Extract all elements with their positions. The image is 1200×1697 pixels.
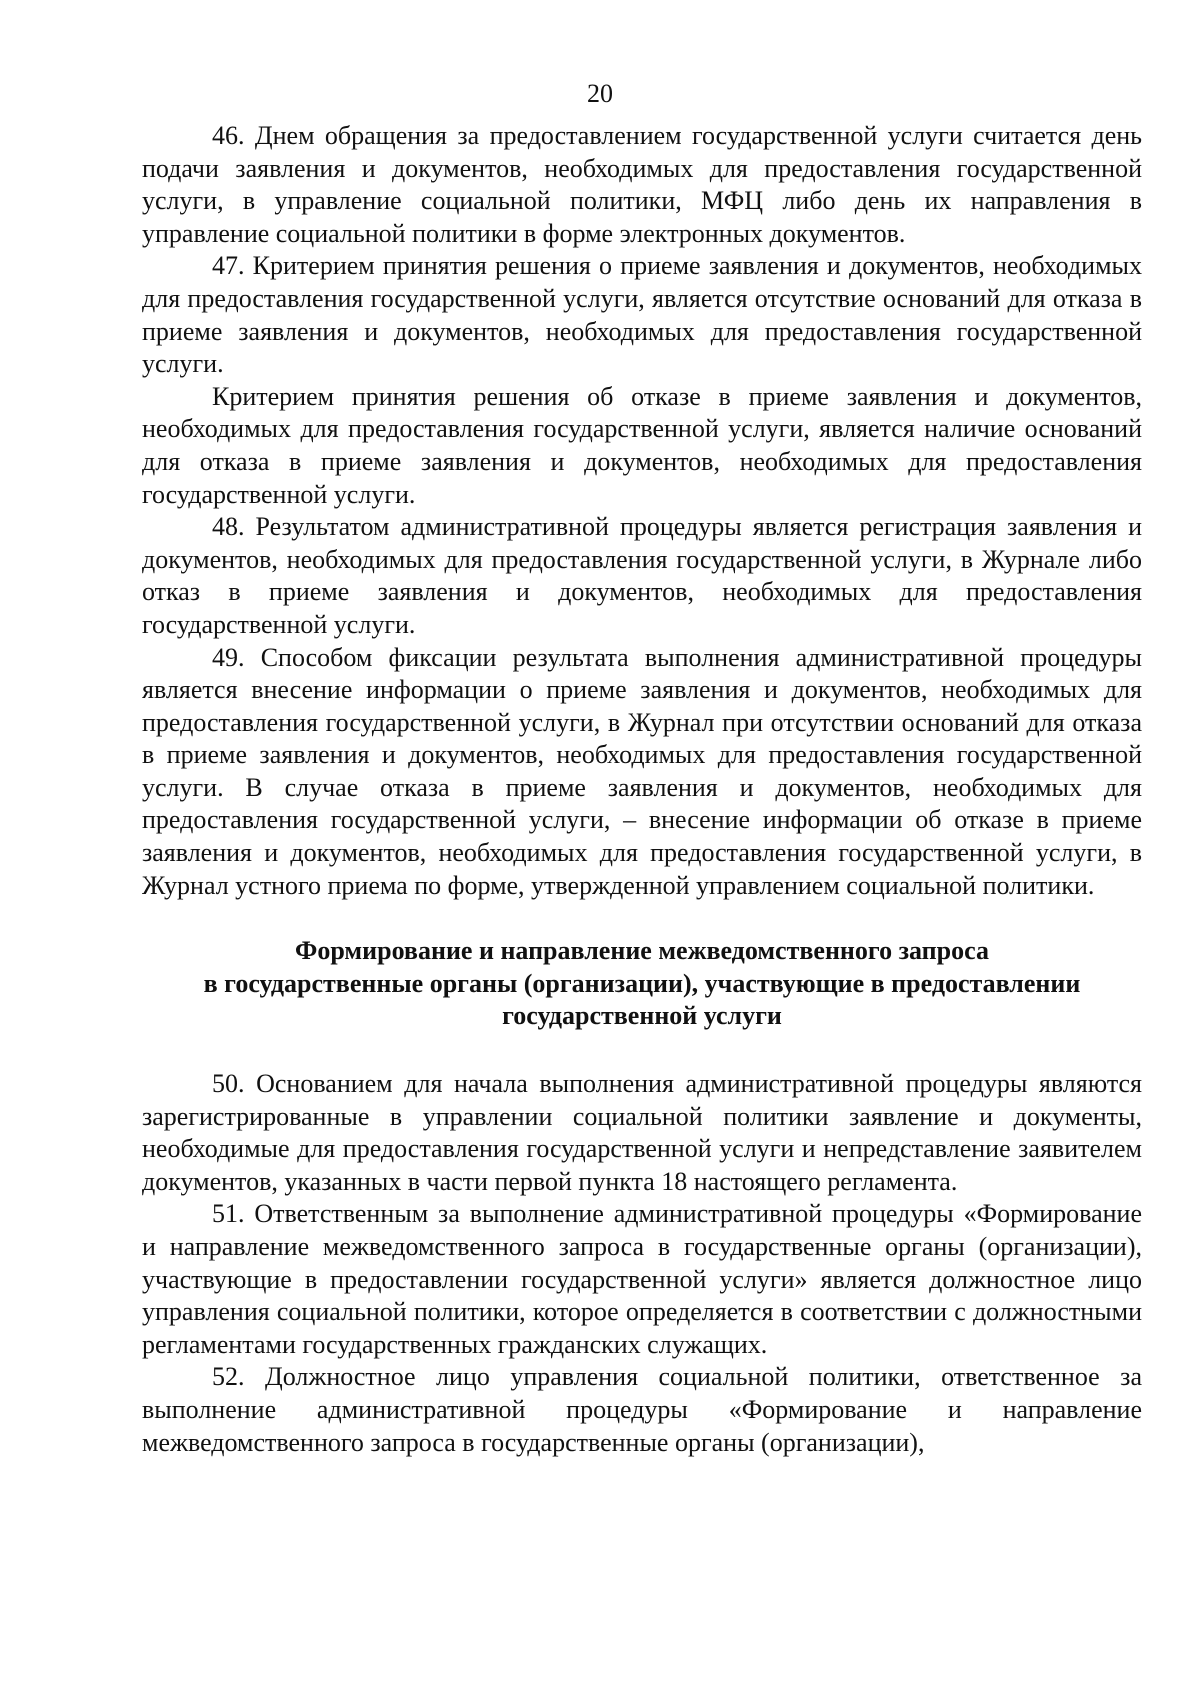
page-number: 20 (587, 79, 613, 108)
document-body (142, 120, 1142, 1459)
paragraph-51: 51. Ответственным за выполнение административной процедуры «Формирование и направление межведомственного запроса в государственные органы (организации), участвующие в предоставлении государственной услуги» является должностное лицо управления социальной политики, которое определяется в соответствии с должностными регламентами государственных гражданских служащих. (142, 1199, 1142, 1359)
paragraph-52: 52. Должностное лицо управления социальной политики, ответственное за выполнение административной процедуры «Формирование и направление межведомственного запроса в государственные органы (организации), (142, 1362, 1142, 1457)
paragraph-48: 48. Результатом административной процедуры является регистрация заявления и документов, необходимых для предоставления государственной услуги, в Журнале либо отказ в приеме заявления и документов, необходимых для предоставления государственной услуги. (142, 512, 1142, 639)
paragraph-49: 49. Способом фиксации результата выполнения административной процедуры является внесение информации о приеме заявления и документов, необходимых для предоставления государственной услуги, в Журнал при отсутствии оснований для отказа в приеме заявления и документов, необходимых для предоставления государственной услуги. В случае отказа в приеме заявления и документов, необходимых для предоставления государственной услуги, – внесение информации об отказе в приеме заявления и документов, необходимых для предоставления государственной услуги, в Журнал устного приема по форме, утвержденной управлением социальной политики. (142, 642, 1142, 900)
section-heading-line-1: Формирование и направление межведомственного запроса (295, 936, 989, 966)
paragraph-47: 47. Критерием принятия решения о приеме заявления и документов, необходимых для предоставления государственной услуги, является отсутствие оснований для отказа в приеме заявления и документов, необходимых для предоставления государственной услуги. (142, 251, 1142, 379)
paragraph-47-refusal-criterion: Критерием принятия решения об отказе в приеме заявления и документов, необходимых для предоставления государственной услуги, является наличие оснований для отказа в приеме заявления и документов, необходимых для предоставления государственной услуги. (142, 381, 1142, 509)
paragraph-50: 50. Основанием для начала выполнения административной процедуры являются зарегистрированные в управлении социальной политики заявление и документы, необходимые для предоставления государственной услуги и непредставление заявителем документов, указанных в части первой пункта 18 настоящего регламента. (142, 1069, 1142, 1196)
section-heading-line-2: в государственные органы (организации), участвующие в предоставлении (203, 968, 1081, 998)
section-heading-line-3: государственной услуги (502, 1001, 782, 1031)
paragraph-46: 46. Днем обращения за предоставлением государственной услуги считается день подачи заявления и документов, необходимых для предоставления государственной услуги, в управление социальной политики, МФЦ либо день их направления в управление социальной политики в форме электронных документов. (142, 121, 1142, 248)
section-heading (142, 935, 1142, 1033)
